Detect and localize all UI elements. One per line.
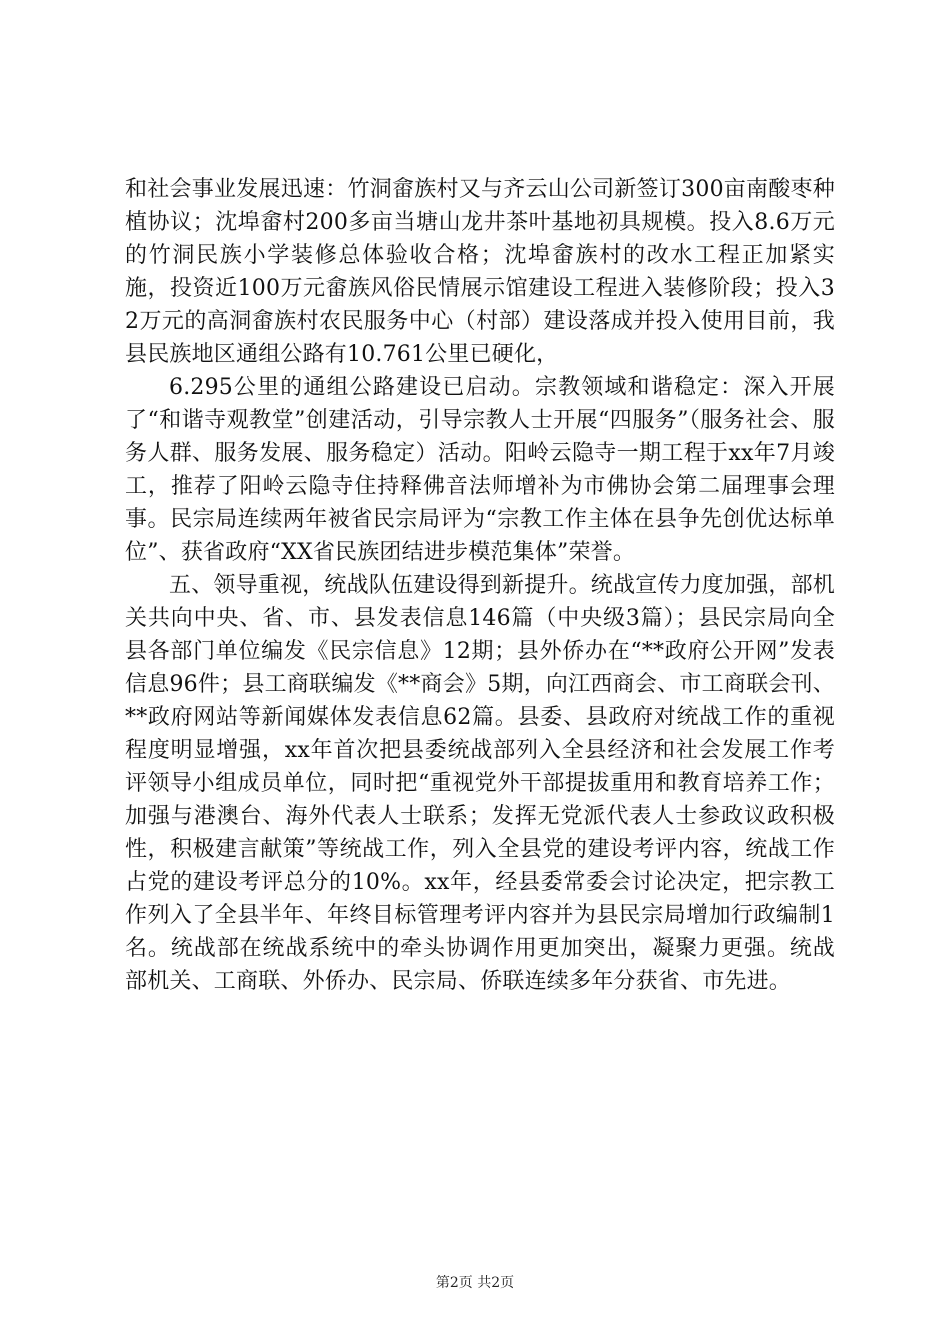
paragraph-social-development: 和社会事业发展迅速：竹洞畲族村又与齐云山公司新签订300亩南酸枣种植协议；沈埠畲村200多亩当塘山龙井茶叶基地初具规模。投入8.6万元的竹洞民族小学装修总体验收合格；沈埠畲族村的改水工程正加紧实施，投资近100万元畲族风俗民情展示馆建设工程进入装修阶段；投入32万元的高洞畲族村农民服务中心（村部）建设落成并投入使用目前，我县民族地区通组公路有10.761公里已硬化， [125,177,835,367]
document-body [125,173,835,998]
paragraph-leadership-united-front: 五、领导重视，统战队伍建设得到新提升。统战宣传力度加强，部机关共向中央、省、市、县发表信息146篇（中央级3篇）；县民宗局向全县各部门单位编发《民宗信息》12期；县外侨办在“**政府公开网”发表信息96件；县工商联编发《**商会》5期，向江西商会、市工商联会刊、**政府网站等新闻媒体发表信息62篇。县委、县政府对统战工作的重视程度明显增强，xx年首次把县委统战部列入全县经济和社会发展工作考评领导小组成员单位，同时把“重视党外干部提拔重用和教育培养工作；加强与港澳台、海外代表人士联系；发挥无党派代表人士参政议政积极性，积极建言献策”等统战工作，列入全县党的建设考评内容，统战工作占党的建设考评总分的10%。xx年，经县委常委会讨论决定，把宗教工作列入了全县半年、年终目标管理考评内容并为县民宗局增加行政编制1名。统战部在统战系统中的牵头协调作用更加突出，凝聚力更强。统战部机关、工商联、外侨办、民宗局、侨联连续多年分获省、市先进。 [125,573,836,994]
paragraph-religion-harmony: 6.295公里的通组公路建设已启动。宗教领域和谐稳定：深入开展了“和谐寺观教堂”创建活动，引导宗教人士开展“四服务”（服务社会、服务人群、服务发展、服务稳定）活动。阳岭云隐寺一期工程于xx年7月竣工，推荐了阳岭云隐寺住持释佛音法师增补为市佛协会第二届理事会理事。民宗局连续两年被省民宗局评为“宗教工作主体在县争先创优达标单位”、获省政府“XX省民族团结进步模范集体”荣誉。 [125,375,835,565]
page-footer: 第2页 共2页 [435,1275,515,1291]
